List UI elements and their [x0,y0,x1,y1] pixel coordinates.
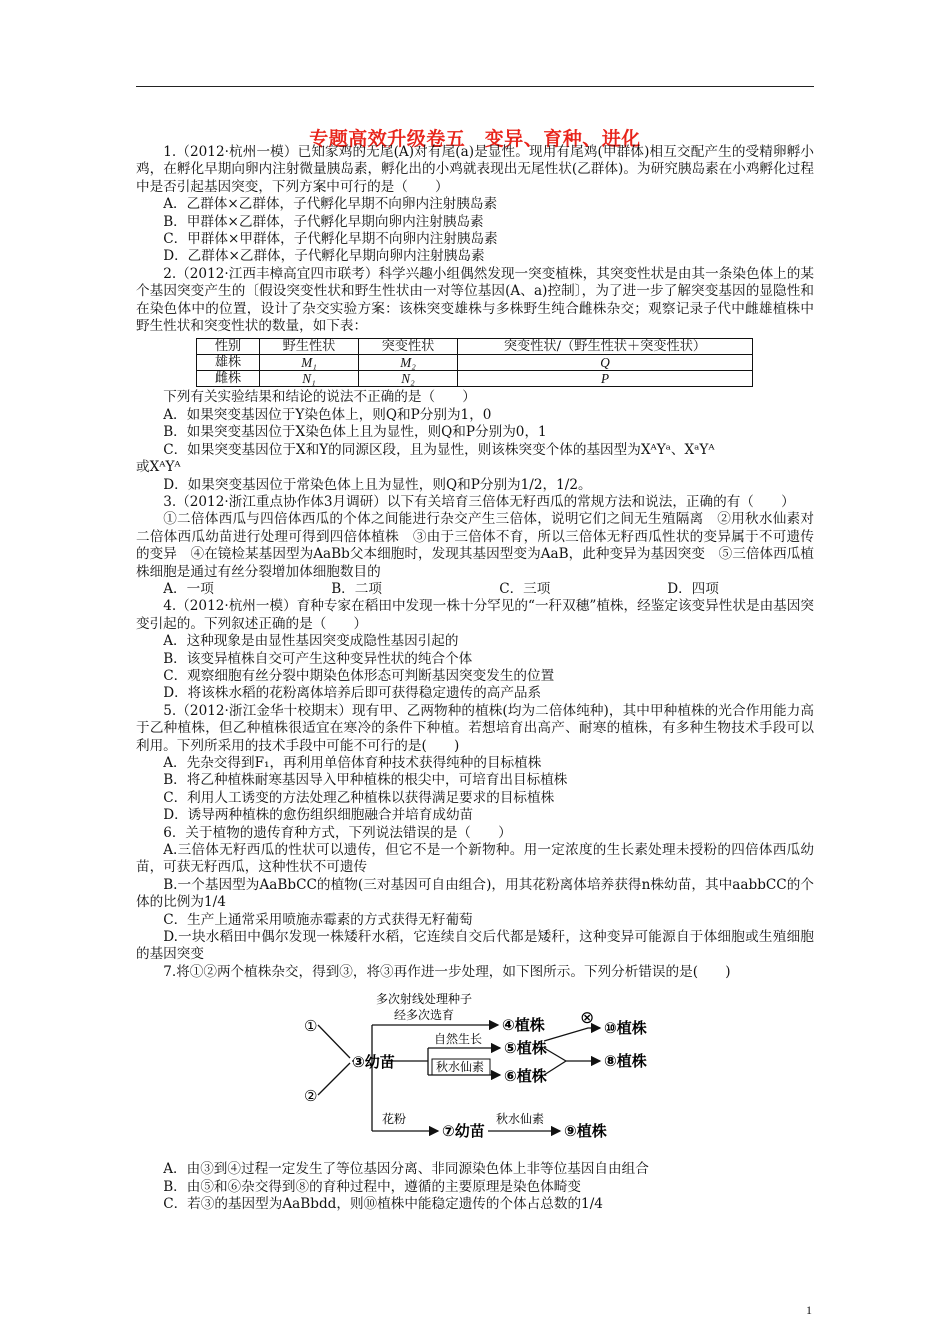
question-6-option-d: D.一块水稻田中偶尔发现一株矮秆水稻，它连续自交后代都是矮秆，这种变异可能源自于体细胞或生殖细胞的基因突变 [136,929,814,963]
question-4-option-d: D．将该株水稻的花粉离体培养后即可获得稳定遗传的高产品系 [163,685,542,702]
question-6-option-c: C．生产上通常采用喷施赤霉素的方式获得无籽葡萄 [163,911,473,928]
table-header-cell: 性别 [197,339,260,355]
page-title: 专题高效升级卷五 变异、育种、进化 [309,128,641,150]
table-cell: N₁ [260,371,359,387]
question-2-table [196,338,753,387]
question-1-option-a: A．乙群体×乙群体，子代孵化早期不向卵内注射胰岛素 [163,196,498,213]
table-cell: N₂ [359,371,458,387]
question-1-option-d: D．乙群体×乙群体，子代孵化早期向卵内注射胰岛素 [163,248,485,265]
node-8: ⑧植株 [604,1052,647,1071]
node-2: ② [304,1087,318,1106]
table-header-cell: 突变性状 [359,339,458,355]
node-4: ④植株 [502,1016,545,1035]
label-natural-growth: 自然生长 [434,1032,483,1047]
table-cell: P [458,371,753,387]
edge-1-to-3 [318,1025,350,1058]
question-3-option-b: B．二项 [331,580,382,597]
question-7-option-a: A．由③到④过程一定发生了等位基因分离、非同源染色体上非等位基因自由组合 [163,1161,649,1178]
table-cell: M₁ [260,355,359,371]
question-5-stem: 5.（2012·浙江金华十校期末）现有甲、乙两物种的植株(均为二倍体纯种)，其中甲种植株的光合作用能力高于乙种植株，但乙种植株很适宜在寒冷的条件下种植。若想培育出高产、耐寒的植株，有多种生物技术手段可以利用。下列所采用的技术手段中可能不可行的是( ) [136,702,814,754]
table-cell: Q [458,355,753,371]
question-4-option-a: A．这种现象是由显性基因突变成隐性基因引起的 [163,633,459,650]
question-2-option-d: D．如果突变基因位于常染色体上且为显性，则Q和P分别为1/2，1/2。 [163,476,592,493]
label-colchicine-2: 秋水仙素 [496,1112,545,1127]
header-rule [136,86,814,87]
question-5-option-c: C．利用人工诱变的方法处理乙种植株以获得满足要求的目标植株 [163,789,555,806]
document-body [136,144,814,1214]
question-3-option-c: C．三项 [499,580,551,597]
question-7-stem: 7.将①②两个植株杂交，得到③，将③再作进一步处理，如下图所示。下列分析错误的是( ) [163,963,731,980]
question-3-body: ①二倍体西瓜与四倍体西瓜的个体之间能进行杂交产生三倍体，说明它们之间无生殖隔离 ②用秋水仙素对二倍体西瓜幼苗进行处理可得到四倍体植株 ③由于三倍体不育，所以三倍体无籽西瓜性状的变异属于不可遗传的变异 ④在镜检某基因型为AaBb父本细胞时，发现其基因型变为AaB，此种变异为基因突变 ⑤三倍体西瓜植株细胞是通过有丝分裂增加体细胞数目的 [136,511,814,580]
question-4-option-c: C．观察细胞有丝分裂中期染色体形态可判断基因突变发生的位置 [163,667,555,684]
table-cell: M₂ [359,355,458,371]
label-radiation: 多次射线处理种子 [376,992,473,1007]
question-1-option-b: B．甲群体×乙群体，子代孵化早期向卵内注射胰岛素 [163,213,484,230]
page-number: 1 [806,1303,812,1317]
question-3-option-a: A．一项 [163,580,214,597]
question-7-option-b: B．由⑤和⑥杂交得到⑧的育种过程中，遵循的主要原理是染色体畸变 [163,1178,581,1195]
question-4-option-b: B．该变异植株自交可产生这种变异性状的纯合个体 [163,650,473,667]
node-6: ⑥植株 [504,1067,547,1086]
edge-5-merge [544,1048,566,1061]
table-header-row [197,339,753,355]
question-1-option-c: C．甲群体×甲群体，子代孵化早期不向卵内注射胰岛素 [163,231,498,248]
node-5: ⑤植株 [504,1039,547,1058]
question-2-option-c-cont: 或XᴬYᴬ [136,459,181,476]
table-cell: 雄株 [197,355,260,371]
node-9: ⑨植株 [564,1122,607,1141]
question-6-option-a: A.三倍体无籽西瓜的性状可以遗传，但它不是一个新物种。用一定浓度的生长素处理未授粉的四倍体西瓜幼苗，可获无籽西瓜，这种性状不可遗传 [136,842,814,876]
node-1: ① [304,1017,318,1036]
table-row [197,355,753,371]
question-7-option-c: C．若③的基因型为AaBbdd，则⑩植株中能稳定遗传的个体占总数的1/4 [163,1196,603,1213]
table-cell: 雌株 [197,371,260,387]
label-pollen: 花粉 [382,1112,407,1127]
question-4-stem: 4.（2012·杭州一模）育种专家在稻田中发现一株十分罕见的“一秆双穗”植株，经鉴定该变异性状是由基因突变引起的。下列叙述正确的是（ ） [136,598,814,632]
question-3-stem: 3.（2012·浙江重点协作体3月调研）以下有关培育三倍体无籽西瓜的常规方法和说法，正确的有（ ） [163,493,795,510]
edge-2-to-3 [318,1063,350,1095]
question-5-option-a: A．先杂交得到F₁，再利用单倍体育种技术获得纯种的目标植株 [163,755,542,771]
node-10: ⑩植株 [604,1019,647,1038]
edge-5-to-10 [544,1028,600,1041]
question-6-stem: 6．关于植物的遗传育种方式，下列说法错误的是（ ） [163,824,512,841]
table-header-cell: 突变性状/（野生性状＋突变性状） [458,339,753,355]
question-2-option-a: A．如果突变基因位于Y染色体上，则Q和P分别为1，0 [163,406,492,423]
question-3-option-d: D．四项 [667,580,719,597]
question-6-option-b: B.一个基因型为AaBbCC的植物(三对基因可自由组合)，用其花粉离体培养获得n株幼苗，其中aabbCC的个体的比例为1/4 [136,876,814,911]
table-header-cell: 野生性状 [260,339,359,355]
question-5-option-b: B．将乙种植株耐寒基因导入甲种植株的根尖中，可培育出目标植株 [163,772,568,789]
node-7: ⑦幼苗 [442,1122,485,1141]
question-2-stem: 2.（2012·江西丰樟高宜四市联考）科学兴趣小组偶然发现一突变植株，其突变性状是由其一条染色体上的某个基因突变产生的〔假设突变性状和野生性状由一对等位基因(A、a)控制〕，为了进一步了解突变基因的显隐性和在染色体中的位置，设计了杂交实验方案：该株突变雄株与多株野生纯合雌株杂交；观察记录子代中雌雄植株中野生性状和突变性状的数量，如下表： [136,265,814,335]
node-3: ③幼苗 [352,1053,395,1072]
question-2-option-c: C．如果突变基因位于X和Y的同源区段，且为显性，则该株突变个体的基因型为XᴬYᵃ、XᵃYᴬ [163,441,715,458]
edge-6-merge [544,1061,566,1075]
question-3-options [136,581,814,598]
question-1-stem: 1.（2012·杭州一模）已知家鸡的无尾(A)对有尾(a)是显性。现用有尾鸡(甲群体)相互交配产生的受精卵孵小鸡，在孵化早期向卵内注射微量胰岛素，孵化出的小鸡就表现出无尾性状(乙群体)。为研究胰岛素在小鸡孵化过程中是否引起基因突变，下列方案中可行的是（ ） [136,144,814,195]
label-selection: 经多次选育 [394,1008,455,1023]
question-2-option-b: B．如果突变基因位于X染色体上且为显性，则Q和P分别为0，1 [163,424,547,441]
breeding-flow-diagram [136,983,814,1161]
question-5-option-d: D．诱导两种植株的愈伤组织细胞融合并培育成幼苗 [163,807,474,824]
question-2-lead: 下列有关实验结果和结论的说法不正确的是（ ） [163,389,476,406]
selfing-symbol: ⊗ [580,1008,595,1029]
label-colchicine-1: 秋水仙素 [436,1060,485,1075]
table-row [197,371,753,387]
